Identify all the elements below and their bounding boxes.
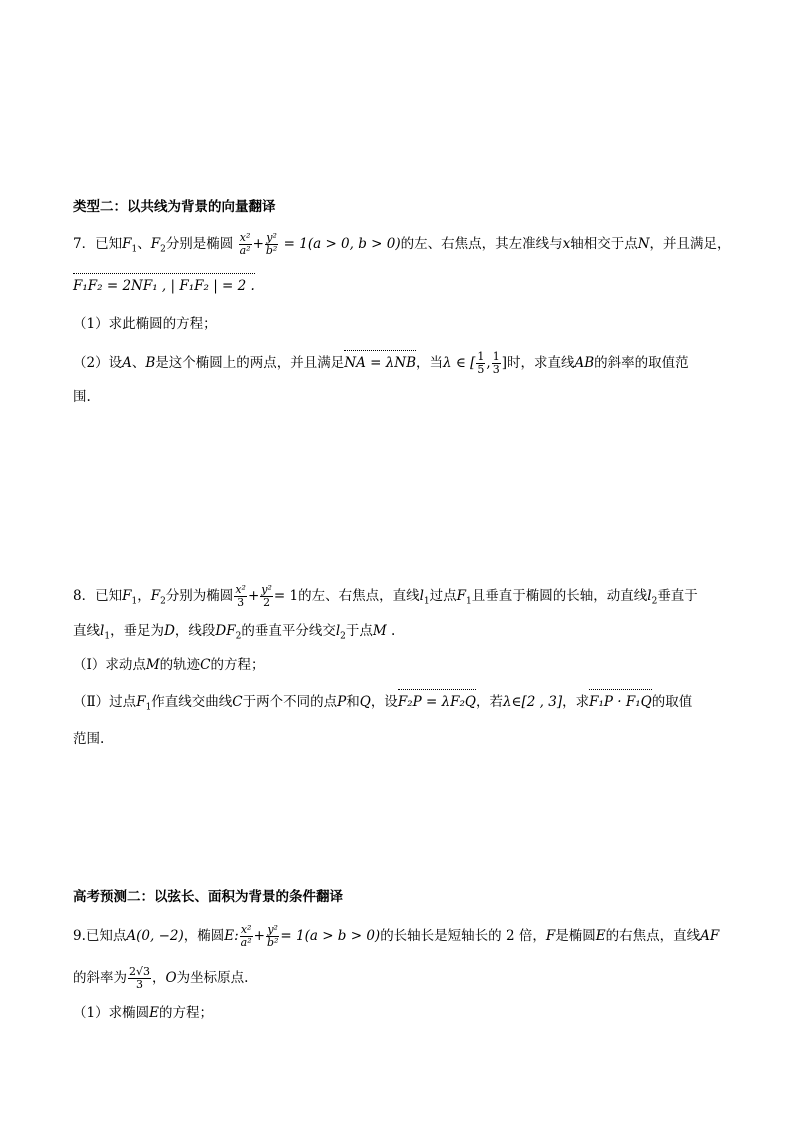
- fraction-x2-a2: $\frac{\text{x²}}{\text{a²}}$: [239, 231, 251, 257]
- section-heading-prediction2: 高考预测二：以弦长、面积为背景的条件翻译: [73, 889, 343, 905]
- q7-line2: F₁F₂ = 2NF₁ , | F₁F₂ | = 2 .: [73, 278, 255, 294]
- fraction-x2-3: $\frac{\text{x²}}{3}$: [235, 583, 246, 609]
- q8-part2-line1: （Ⅱ）过点$F_1$作直线交曲线C于两个不同的点P和Q，设F₂P = λF₂Q，若λ∈[2 , 3]，求F₁P · F₁Q的取值: [73, 694, 693, 713]
- q7-part2-line2: 围.: [73, 389, 91, 405]
- q7-part2-line1: （2）设A、B是这个椭圆上的两点，并且满足NA = λNB，当λ ∈ [ $\frac{1}{5}$ , $\frac{1}{3}$ ]时，求直线AB的斜率的取值范: [73, 350, 689, 376]
- q8-line2: 直线$l_1$，垂足为D，线段$DF_2$的垂直平分线交$l_2$于点M .: [73, 623, 396, 642]
- q9-part1: （1）求椭圆E的方程；: [73, 1005, 213, 1021]
- q9-line1: 9.已知点A(0, −2)，椭圆E: $\frac{\text{x²}}{\text{a²}}$ + $\frac{\text{y²}}{\text{b²}}$ = 1(a > b > 0)的长轴长是短轴长的 2 倍，F是椭圆E的右焦点，直线AF: [73, 923, 720, 949]
- fraction-y2-b2: $\frac{\text{y²}}{\text{b²}}$: [265, 231, 278, 257]
- fraction-y2-2: $\frac{\text{y²}}{2}$: [261, 583, 272, 609]
- q8-line1: 8．已知$F_1$，$F_2$分别为椭圆 $\frac{\text{x²}}{3}$ + $\frac{\text{y²}}{2}$ = 1的左、右焦点，直线$l_1$过点$F_1$且垂直于椭圆的长轴，动直线$l_2$垂直于: [73, 583, 698, 609]
- q7-part1: （1）求此椭圆的方程；: [73, 316, 217, 332]
- fraction-y2-b2: $\frac{\text{y²}}{\text{b²}}$: [266, 923, 279, 949]
- section-heading-type2: 类型二：以共线为背景的向量翻译: [73, 199, 276, 215]
- q8-part2-line2: 范围.: [73, 731, 105, 747]
- fraction-1-5: $\frac{1}{5}$: [477, 350, 485, 376]
- fraction-1-3: $\frac{1}{3}$: [492, 350, 500, 376]
- q7-line1: 7．已知$F_1$、$F_2$分别是椭圆 $\frac{\text{x²}}{\text{a²}}$ + $\frac{\text{y²}}{\text{b²}}$ = 1(a > 0, b > 0)的左、右焦点，其左准线与x轴相交于点N，并且满足，: [73, 231, 731, 257]
- fraction-x2-a2: $\frac{\text{x²}}{\text{a²}}$: [240, 923, 252, 949]
- fraction-2sqrt3-3: $\frac{2√3}{3}$: [129, 965, 151, 991]
- q8-part1: （Ⅰ）求动点M的轨迹C的方程；: [73, 657, 265, 673]
- q9-line2: 的斜率为 $\frac{2√3}{3}$ ，O为坐标原点.: [73, 965, 249, 991]
